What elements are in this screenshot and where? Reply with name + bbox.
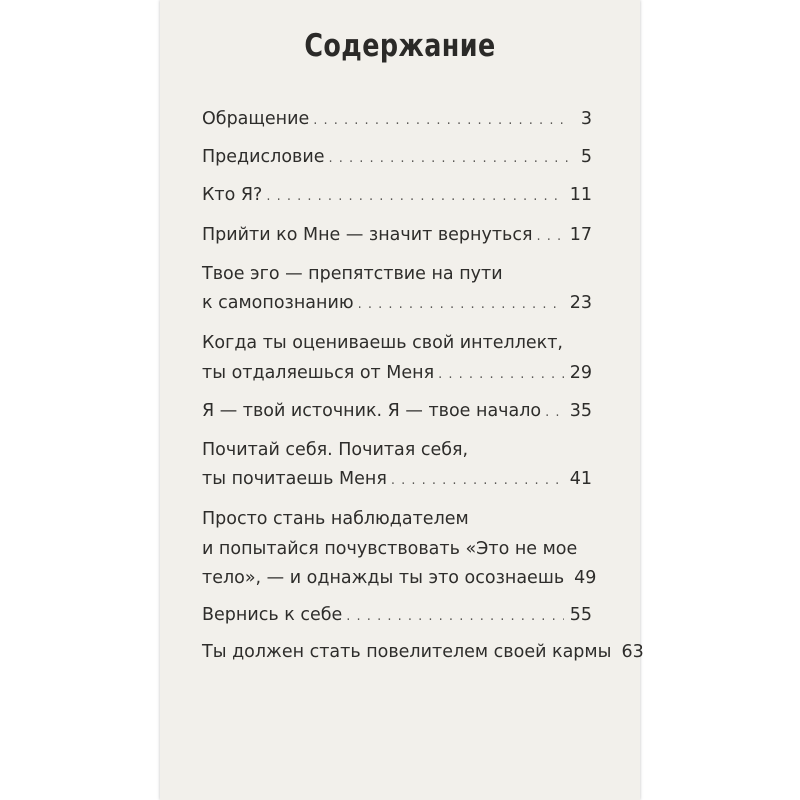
toc-entry-title: Я — твой источник. Я — твое начало [202,401,542,421]
toc-entry-title: и попытайся почувствовать «Это не мое [202,539,578,559]
toc-entry-title: Просто стань наблюдателем [202,509,469,529]
toc-line [202,400,592,424]
dot-leader [358,292,564,316]
toc-line [202,146,592,170]
toc-entry-title: Твое эго — препятствие на пути [202,264,503,284]
toc-page-number: 35 [569,401,592,421]
toc-entry-title: Вернись к себе [202,605,343,625]
table-of-contents [202,0,644,800]
toc-line [202,332,592,354]
dot-leader [537,224,564,248]
page-title: Содержание [304,28,496,64]
toc-entry-title: Кто Я? [202,185,263,205]
dot-leader [391,468,564,492]
toc-entry-title: Прийти ко Мне — значит вернуться [202,225,533,245]
toc-line [202,263,592,285]
toc-page-number: 11 [569,185,592,205]
toc-line [202,224,592,248]
dot-leader [545,400,564,424]
toc-line [202,538,592,560]
toc-entry-title: тело», — и однажды ты это осознаешь [202,568,565,588]
toc-line [202,439,592,461]
toc-page-number: 3 [580,109,592,129]
toc-line [202,184,592,208]
toc-page-number: 49 [574,568,597,588]
toc-line [202,567,597,591]
toc-entry-title: Обращение [202,109,310,129]
toc-entry-title: Когда ты оцениваешь свой интеллект, [202,333,563,353]
dot-leader [313,108,568,132]
toc-line [202,641,644,665]
toc-entry-title: Предисловие [202,147,325,167]
toc-page-number: 29 [569,363,592,383]
dot-leader [438,362,564,386]
toc-line [202,362,592,386]
toc-page-number: 23 [569,293,592,313]
toc-page-number: 55 [569,605,592,625]
toc-line [202,508,592,530]
dot-leader [266,184,563,208]
dot-leader [328,146,568,170]
toc-page-number: 63 [621,642,644,662]
toc-line [202,292,592,316]
toc-line [202,468,592,492]
toc-entry-title: Почитай себя. Почитая себя, [202,440,469,460]
toc-line [202,604,592,628]
toc-page-number: 41 [569,469,592,489]
dot-leader [346,604,563,628]
toc-entry-title: ты отдаляешься от Меня [202,363,435,383]
toc-entry-title: Ты должен стать повелителем своей кармы [202,642,612,662]
toc-entry-title: ты почитаешь Меня [202,469,387,489]
toc-line [202,108,592,132]
toc-page-number: 5 [580,147,592,167]
toc-entry-title: к самопознанию [202,293,354,313]
toc-page-number: 17 [569,225,592,245]
